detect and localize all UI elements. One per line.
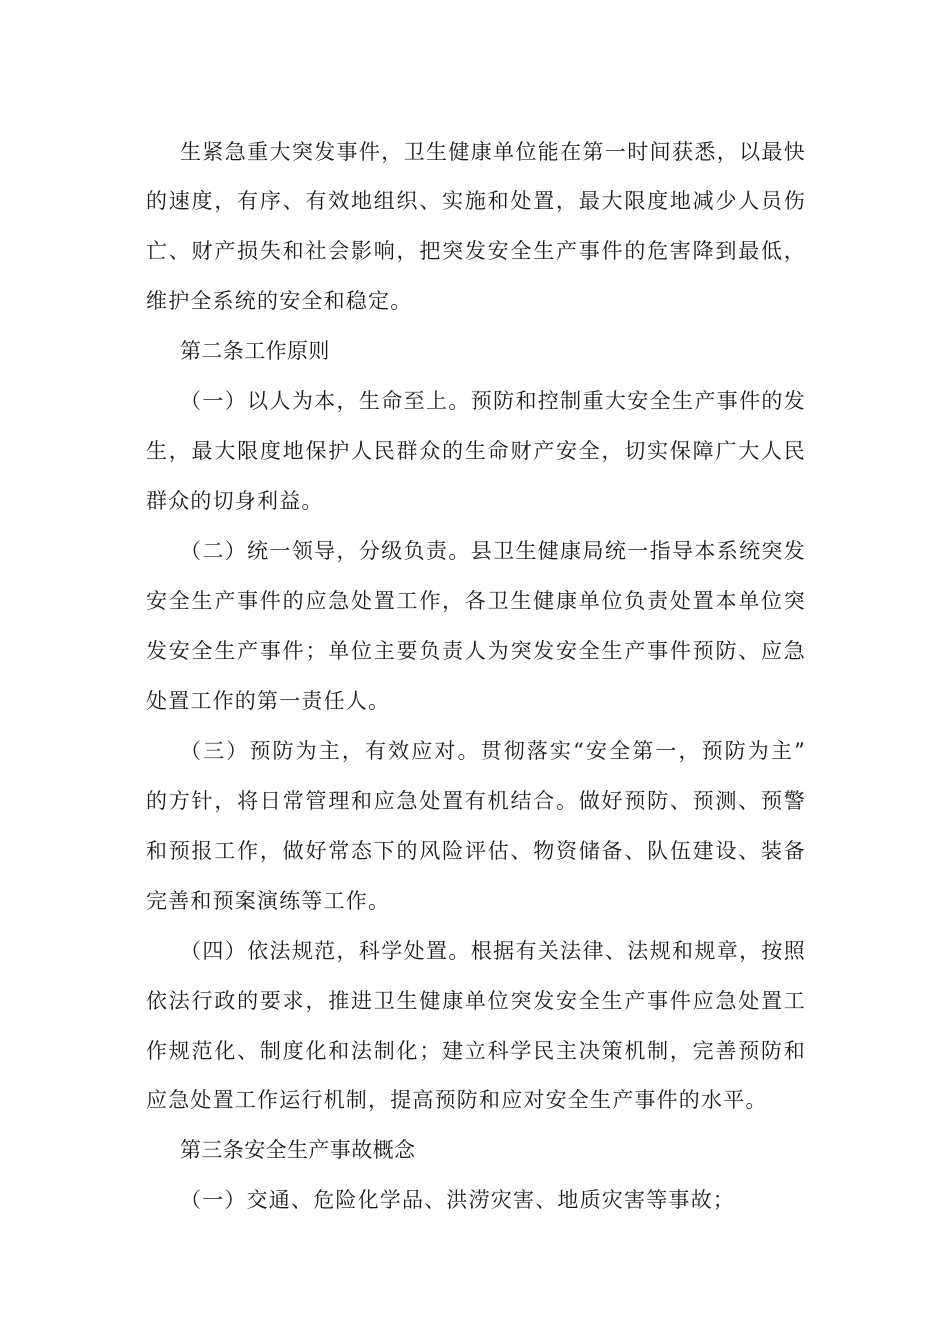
principle-4-line-2: 依法行政的要求，推进卫生健康单位突发安全生产事件应急处置工 [146, 989, 806, 1013]
principle-2-line-2: 安全生产事件的应急处置工作，各卫生健康单位负责处置本单位突 [146, 589, 806, 613]
heading-article-3: 第三条安全生产事故概念 [180, 1138, 416, 1162]
principle-3-line-2: 的方针，将日常管理和应急处置有机结合。做好预防、预测、预警 [146, 789, 806, 813]
principle-3-line-1: （三）预防为主，有效应对。贯彻落实“安全第一，预防为主” [180, 739, 806, 763]
principle-2-line-4: 处置工作的第一责任人。 [146, 689, 391, 713]
principle-1-line-3: 群众的切身利益。 [146, 489, 324, 513]
principle-3-line-3: 和预报工作，做好常态下的风险评估、物资储备、队伍建设、装备 [146, 839, 806, 863]
concept-1-line-1: （一）交通、危险化学品、洪涝灾害、地质灾害等事故； [180, 1188, 735, 1212]
principle-2-line-3: 发安全生产事件；单位主要负责人为突发安全生产事件预防、应急 [146, 639, 806, 663]
principle-1-line-2: 生，最大限度地保护人民群众的生命财产安全，切实保障广大人民 [146, 439, 806, 463]
paragraph-intro-line-1: 生紧急重大突发事件，卫生健康单位能在第一时间获悉，以最快 [180, 140, 806, 164]
paragraph-intro-line-3: 亡、财产损失和社会影响，把突发安全生产事件的危害降到最低， [146, 239, 806, 263]
principle-1-line-1: （一）以人为本，生命至上。预防和控制重大安全生产事件的发 [180, 389, 806, 413]
paragraph-intro-line-4: 维护全系统的安全和稳定。 [146, 289, 413, 313]
principle-4-line-1: （四）依法规范，科学处置。根据有关法律、法规和规章，按照 [180, 939, 806, 963]
principle-4-line-3: 作规范化、制度化和法制化；建立科学民主决策机制，完善预防和 [146, 1039, 806, 1063]
principle-3-line-4: 完善和预案演练等工作。 [146, 889, 391, 913]
paragraph-intro-line-2: 的速度，有序、有效地组织、实施和处置，最大限度地减少人员伤 [146, 189, 806, 213]
principle-4-line-4: 应急处置工作运行机制，提高预防和应对安全生产事件的水平。 [146, 1088, 768, 1112]
heading-article-2: 第二条工作原则 [180, 339, 330, 363]
principle-2-line-1: （二）统一领导，分级负责。县卫生健康局统一指导本系统突发 [180, 539, 806, 563]
